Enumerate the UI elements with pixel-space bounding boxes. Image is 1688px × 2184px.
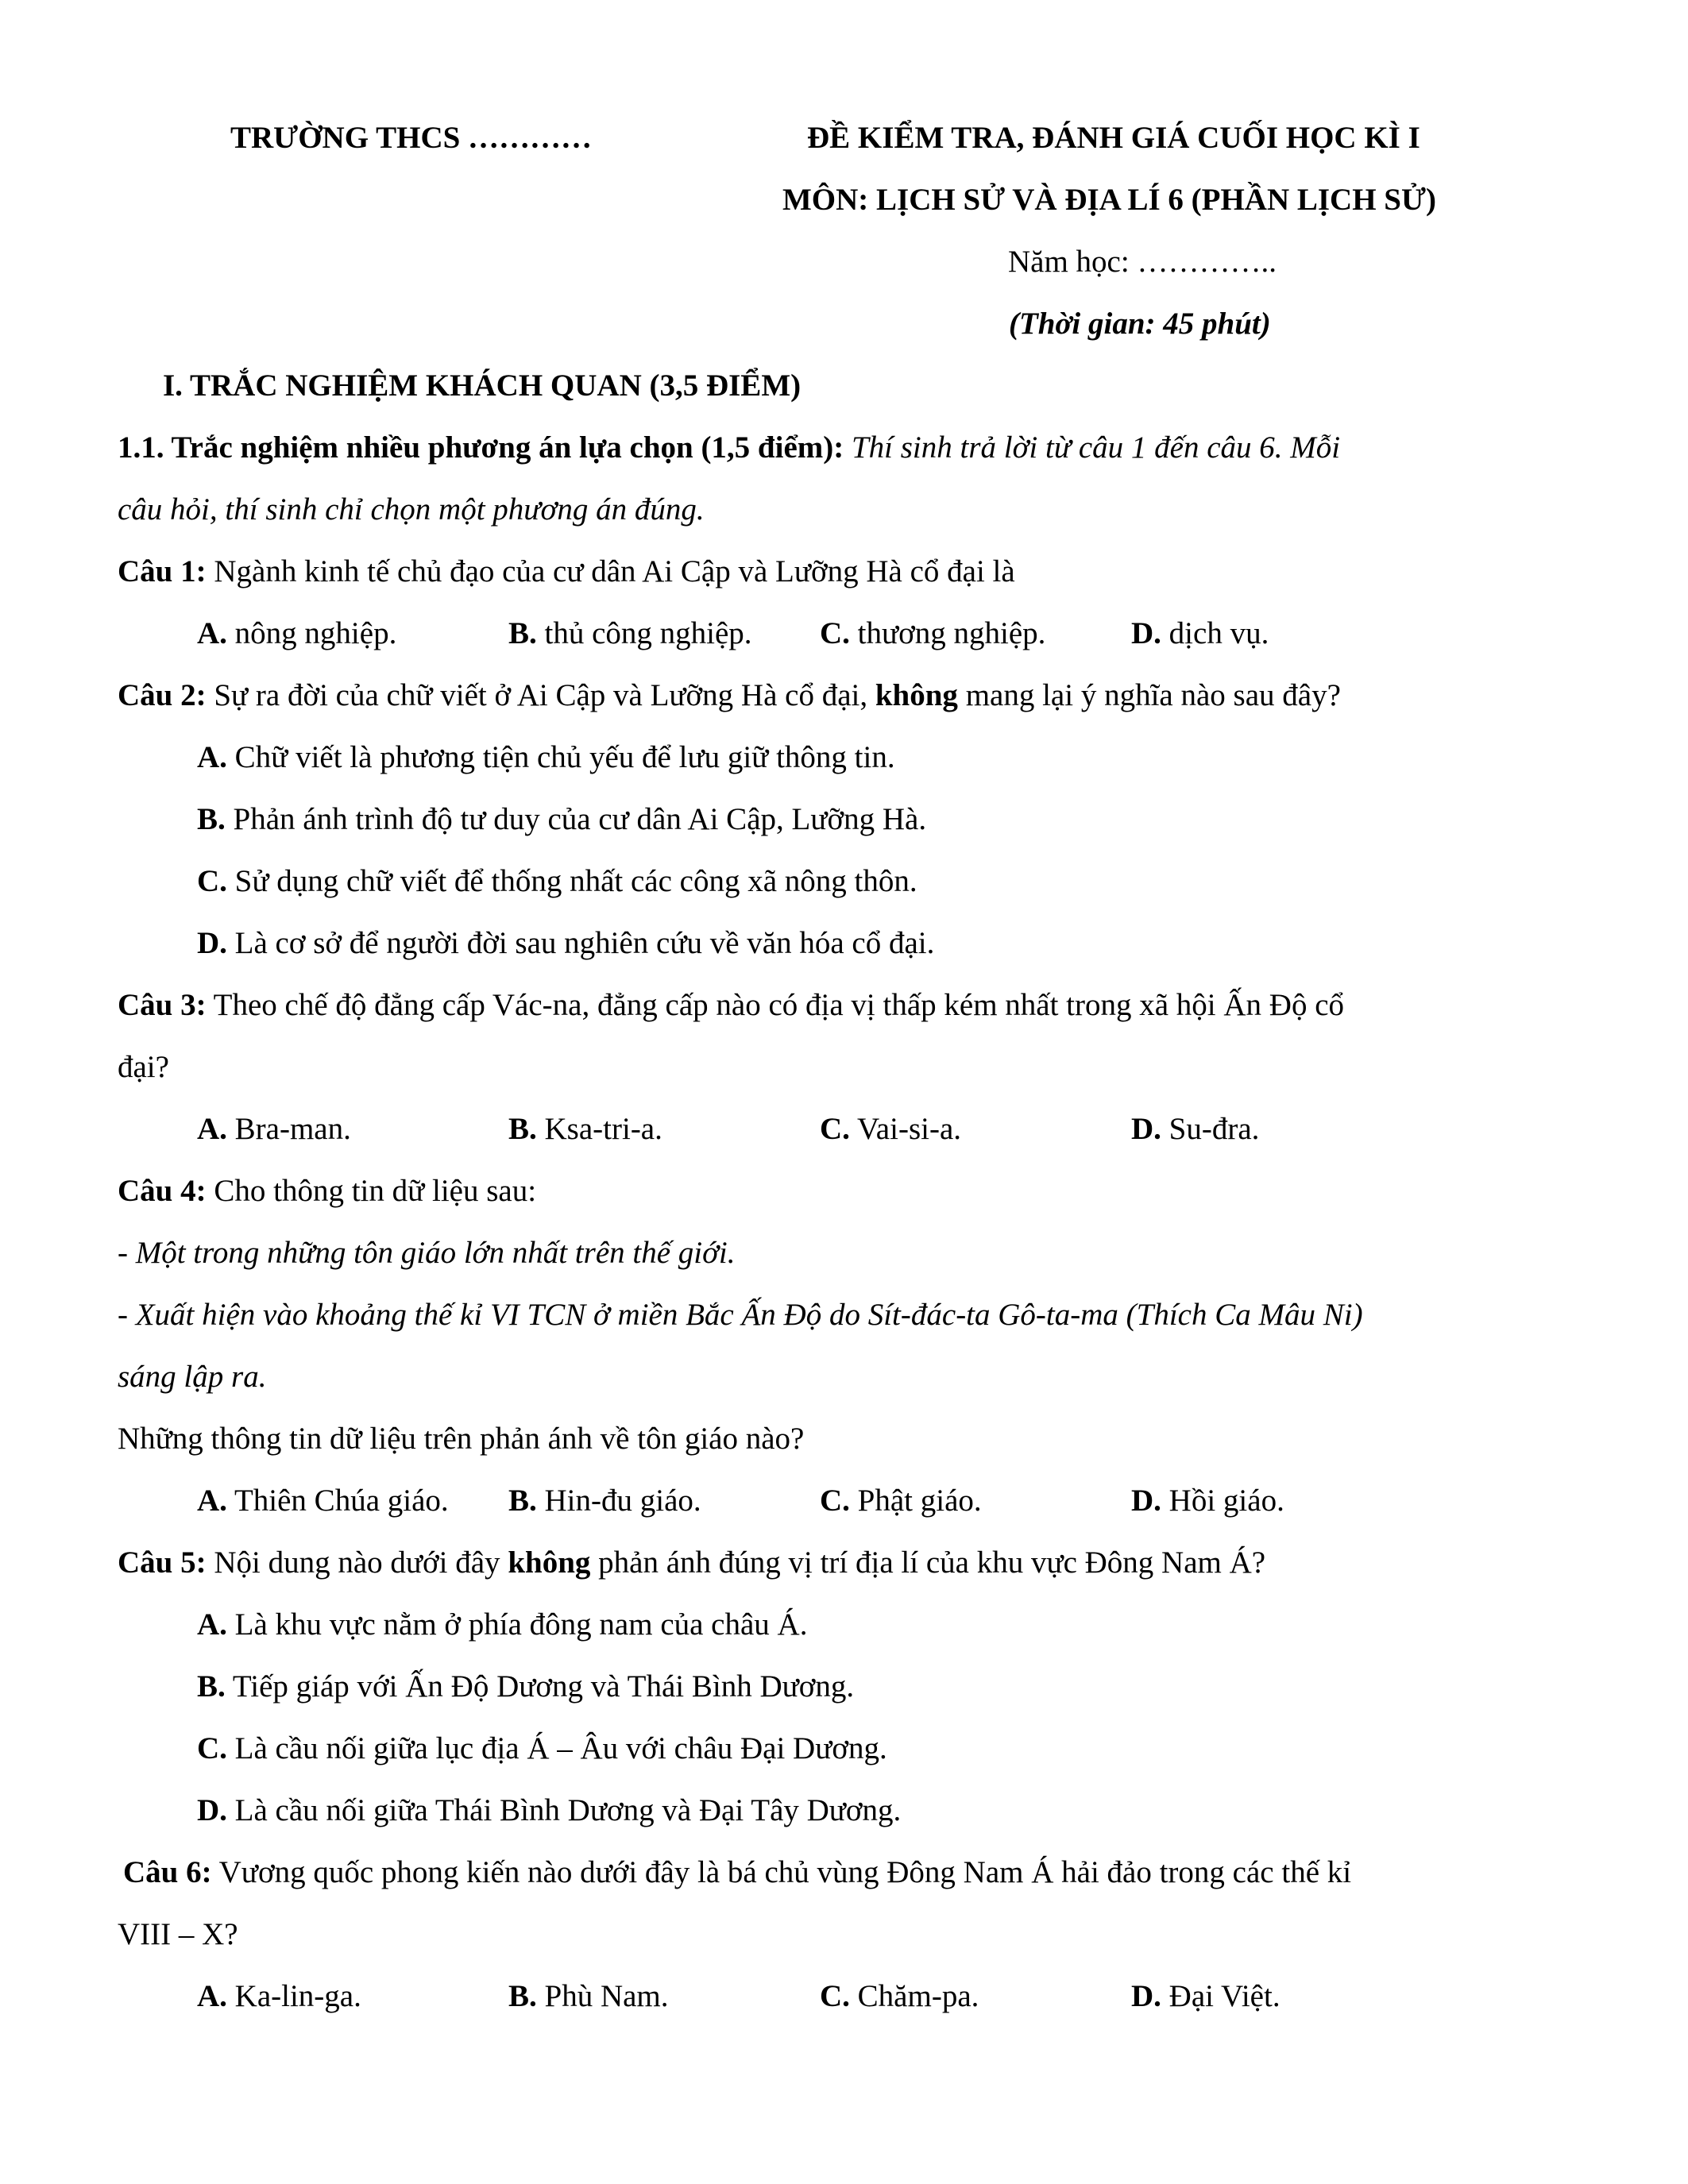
question-4 [118, 1172, 536, 1210]
option-b[interactable]: B. Hin-đu giáo. [508, 1484, 701, 1518]
question-label: Câu 1: [118, 554, 207, 588]
exam-duration: (Thời gian: 45 phút) [1009, 307, 1271, 341]
option-b[interactable]: B. thủ công nghiệp. [508, 616, 752, 650]
info-item-2: - Xuất hiện vào khoảng thế kỉ VI TCN ở miền Bắc Ấn Độ do Sít-đác-ta Gô-ta-ma (Thích Ca Mâu Ni) [118, 1298, 1363, 1332]
question-text: Cho thông tin dữ liệu sau: [214, 1174, 537, 1208]
option-a[interactable]: A. Thiên Chúa giáo. [197, 1484, 449, 1518]
exam-title: ĐỀ KIỂM TRA, ĐÁNH GIÁ CUỐI HỌC KÌ I [807, 121, 1420, 155]
question-5 [118, 1544, 1265, 1582]
option-d[interactable]: D. Su-đra. [1131, 1112, 1260, 1146]
option-c[interactable]: C. Vai-si-a. [820, 1112, 962, 1146]
option-b[interactable]: B. Phản ánh trình độ tư duy của cư dân Ai Cập, Lưỡng Hà. [197, 802, 927, 836]
option-a[interactable]: A. nông nghiệp. [197, 616, 397, 650]
option-b[interactable]: B. Tiếp giáp với Ấn Độ Dương và Thái Bình Dương. [197, 1669, 855, 1704]
question-text: Theo chế độ đẳng cấp Vác-na, đẳng cấp nào có địa vị thấp kém nhất trong xã hội Ấn Độ cổ [213, 988, 1345, 1022]
subsection-title: 1.1. Trắc nghiệm nhiều phương án lựa chọn (1,5 điểm): [118, 430, 844, 465]
question-text: Nội dung nào dưới đây [214, 1545, 500, 1580]
option-c[interactable]: C. Phật giáo. [820, 1484, 982, 1518]
option-a[interactable]: A. Là khu vực nằm ở phía đông nam của châu Á. [197, 1607, 808, 1642]
option-a[interactable]: A. Chữ viết là phương tiện chủ yếu để lưu giữ thông tin. [197, 740, 895, 774]
option-c[interactable]: C. Là cầu nối giữa lục địa Á – Âu với châu Đại Dương. [197, 1731, 887, 1765]
question-text-cont: phản ánh đúng vị trí địa lí của khu vực Đông Nam Á? [598, 1545, 1266, 1580]
info-item-2-cont: sáng lập ra. [118, 1360, 267, 1394]
question-4-prompt: Những thông tin dữ liệu trên phản ánh về tôn giáo nào? [118, 1422, 805, 1456]
question-emphasis: không [508, 1545, 591, 1580]
question-text: Sự ra đời của chữ viết ở Ai Cập và Lưỡng Hà cổ đại, [214, 678, 868, 712]
option-d[interactable]: D. dịch vụ. [1131, 616, 1269, 650]
exam-subject: MÔN: LỊCH SỬ VÀ ĐỊA LÍ 6 (PHẦN LỊCH SỬ) [782, 183, 1437, 217]
question-text: Ngành kinh tế chủ đạo của cư dân Ai Cập và Lưỡng Hà cổ đại là [214, 554, 1015, 588]
option-d[interactable]: D. Đại Việt. [1131, 1979, 1280, 2013]
option-b[interactable]: B. Ksa-tri-a. [508, 1112, 662, 1146]
option-c[interactable]: C. thương nghiệp. [820, 616, 1046, 650]
option-c[interactable]: C. Chăm-pa. [820, 1979, 979, 2013]
question-label: Câu 2: [118, 678, 207, 712]
option-c[interactable]: C. Sử dụng chữ viết để thống nhất các công xã nông thôn. [197, 864, 917, 898]
question-emphasis: không [875, 678, 958, 712]
option-b[interactable]: B. Phù Nam. [508, 1979, 669, 2013]
question-text-cont: mang lại ý nghĩa nào sau đây? [965, 678, 1341, 712]
instruction-text-cont: câu hỏi, thí sinh chỉ chọn một phương án đúng. [118, 492, 705, 527]
option-d[interactable]: D. Hồi giáo. [1131, 1484, 1284, 1518]
question-3-text-cont: đại? [118, 1050, 169, 1084]
question-text: Vương quốc phong kiến nào dưới đây là bá chủ vùng Đông Nam Á hải đảo trong các thế kỉ [218, 1855, 1352, 1889]
option-a[interactable]: A. Ka-lin-ga. [197, 1979, 361, 2013]
question-3 [118, 986, 1344, 1024]
question-6-text-cont: VIII – X? [118, 1917, 238, 1951]
school-year: Năm học: ………….. [1008, 245, 1277, 279]
option-a[interactable]: A. Bra-man. [197, 1112, 351, 1146]
section-title: I. TRẮC NGHIỆM KHÁCH QUAN (3,5 ĐIỂM) [163, 369, 802, 403]
question-label: Câu 5: [118, 1545, 207, 1580]
question-label: Câu 6: [123, 1855, 212, 1889]
question-label: Câu 4: [118, 1174, 207, 1208]
option-d[interactable]: D. Là cầu nối giữa Thái Bình Dương và Đại Tây Dương. [197, 1793, 902, 1827]
question-2 [118, 677, 1341, 715]
question-1 [118, 553, 1015, 591]
question-6 [123, 1854, 1351, 1892]
question-label: Câu 3: [118, 988, 207, 1022]
school-name: TRƯỜNG THCS ………… [230, 121, 593, 155]
info-item-1: - Một trong những tôn giáo lớn nhất trên thế giới. [118, 1236, 736, 1270]
instruction-text: Thí sinh trả lời từ câu 1 đến câu 6. Mỗi [851, 430, 1341, 465]
option-d[interactable]: D. Là cơ sở để người đời sau nghiên cứu về văn hóa cổ đại. [197, 926, 935, 960]
section-instruction [118, 429, 1340, 467]
